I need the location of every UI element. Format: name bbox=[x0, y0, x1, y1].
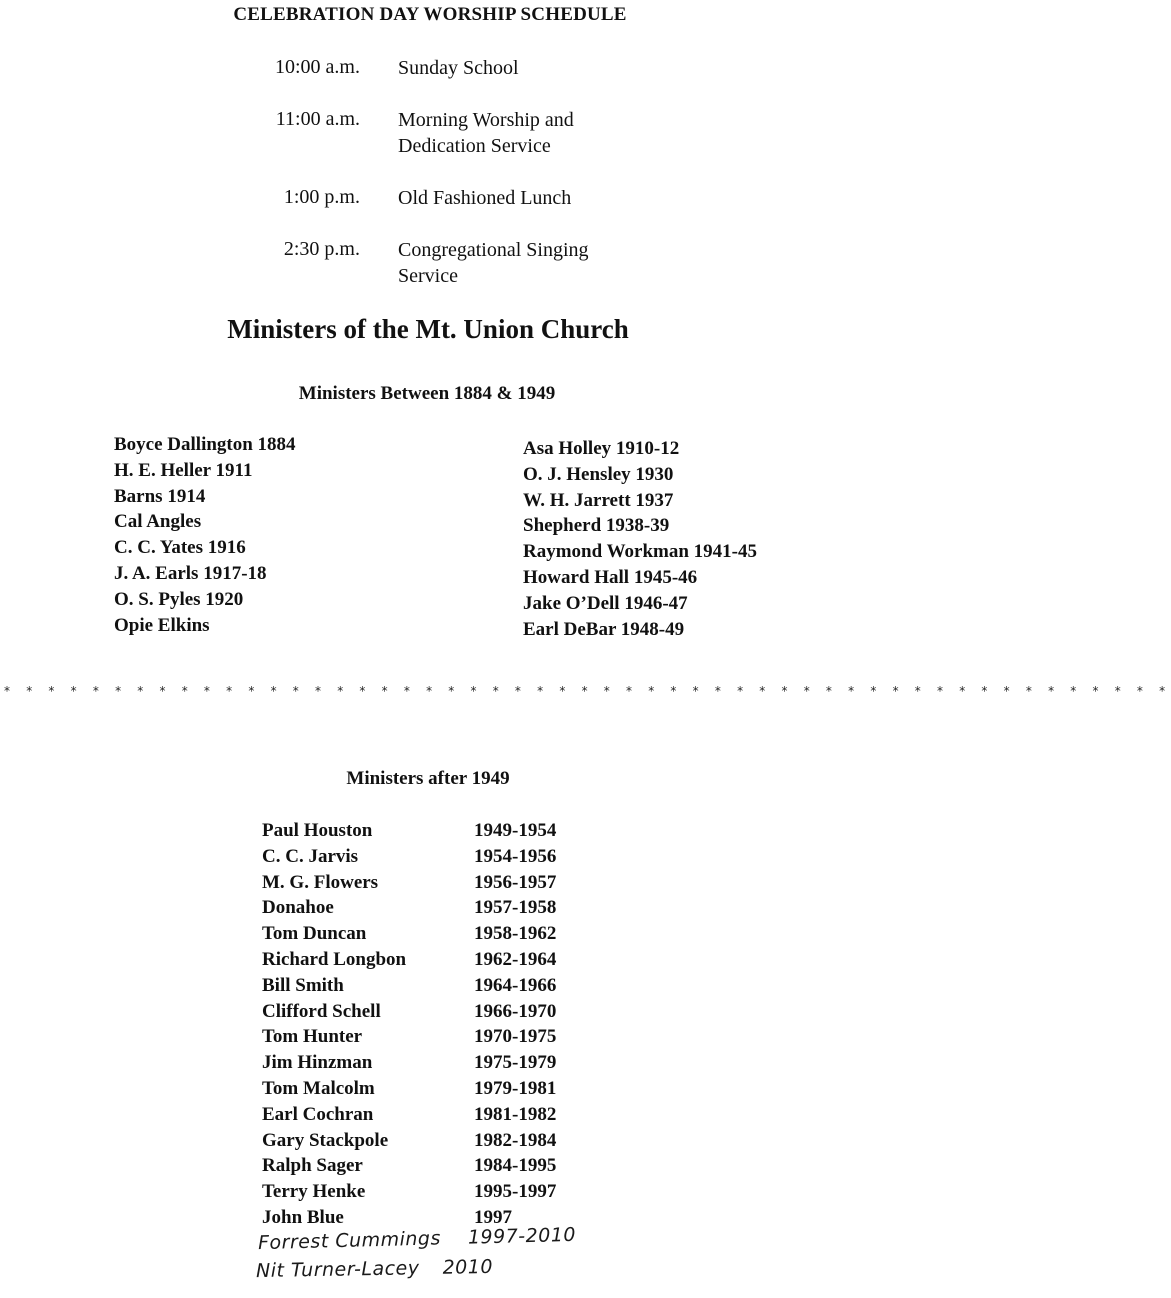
minister-years: 1949-1954 bbox=[474, 820, 557, 841]
minister-name: Tom Hunter bbox=[262, 1026, 363, 1048]
schedule-event: Old Fashioned Lunch bbox=[398, 187, 572, 209]
minister-name: M. G. Flowers bbox=[262, 871, 379, 893]
ministers-after-table bbox=[262, 818, 556, 1231]
handwritten-years: 1997-2010 bbox=[467, 1223, 577, 1249]
table-row bbox=[262, 895, 556, 921]
table-row bbox=[262, 1024, 556, 1050]
minister-name: Gary Stackpole bbox=[262, 1129, 389, 1151]
list-item: O. S. Pyles 1920 bbox=[114, 588, 244, 610]
minister-years: 1982-1984 bbox=[474, 1129, 557, 1151]
minister-name: Terry Henke bbox=[262, 1181, 366, 1203]
list-item: Howard Hall 1945-46 bbox=[523, 566, 698, 588]
schedule-event: Sunday School bbox=[398, 57, 519, 79]
list-item: Shepherd 1938-39 bbox=[523, 515, 670, 537]
list-item: O. J. Hensley 1930 bbox=[523, 463, 674, 485]
table-row bbox=[262, 973, 556, 999]
minister-name: Bill Smith bbox=[262, 974, 344, 996]
handwritten-name: Nit Turner-Lacey bbox=[255, 1257, 420, 1283]
list-item: Boyce Dallington 1884 bbox=[114, 434, 296, 455]
table-row bbox=[262, 1102, 556, 1128]
minister-years: 1970-1975 bbox=[474, 1026, 557, 1048]
list-item: Asa Holley 1910-12 bbox=[523, 438, 680, 459]
table-row bbox=[262, 1153, 556, 1179]
schedule-time: 10:00 a.m. bbox=[275, 56, 360, 78]
minister-years: 1997 bbox=[474, 1206, 512, 1228]
table-row bbox=[262, 1179, 556, 1205]
schedule-time: 11:00 a.m. bbox=[275, 108, 360, 130]
table-row bbox=[262, 1076, 556, 1102]
minister-years: 1958-1962 bbox=[474, 923, 557, 945]
table-row bbox=[262, 999, 556, 1025]
minister-years: 1957-1958 bbox=[474, 897, 557, 919]
list-item: Barns 1914 bbox=[114, 485, 206, 507]
minister-name: Donahoe bbox=[262, 897, 334, 919]
minister-years: 1979-1981 bbox=[474, 1077, 557, 1099]
handwritten-name: Forrest Cummings bbox=[257, 1227, 442, 1255]
minister-years: 1981-1982 bbox=[474, 1103, 557, 1125]
minister-years: 1962-1964 bbox=[474, 948, 557, 970]
schedule-title: CELEBRATION DAY WORSHIP SCHEDULE bbox=[233, 4, 627, 25]
minister-name: Tom Duncan bbox=[262, 923, 367, 945]
minister-name: John Blue bbox=[262, 1206, 344, 1228]
section-heading-between: Ministers Between 1884 & 1949 bbox=[298, 383, 556, 404]
list-item: W. H. Jarrett 1937 bbox=[523, 489, 674, 511]
table-row bbox=[262, 870, 556, 896]
minister-name: Richard Longbon bbox=[262, 948, 407, 970]
table-row bbox=[262, 1128, 556, 1154]
asterisk-divider: * * * * * * * * * * * * * * * * * * * * * * * * * * * * * * * * * * * * * * * * * * * * * * * * * * * * * bbox=[4, 684, 1171, 698]
minister-name: Paul Houston bbox=[262, 820, 373, 841]
minister-name: Earl Cochran bbox=[262, 1103, 374, 1125]
ministers-left-list bbox=[114, 432, 296, 638]
list-item: Cal Angles bbox=[114, 511, 202, 533]
handwritten-entry bbox=[256, 1256, 493, 1282]
section-heading-after: Ministers after 1949 bbox=[346, 768, 510, 789]
minister-name: Ralph Sager bbox=[262, 1155, 363, 1177]
list-item: Jake O’Dell 1946-47 bbox=[523, 592, 688, 614]
schedule-event: Congregational Singing bbox=[398, 239, 589, 261]
schedule-event-continued: Dedication Service bbox=[398, 135, 551, 157]
minister-years: 1966-1970 bbox=[474, 1000, 557, 1022]
minister-name: Jim Hinzman bbox=[262, 1052, 373, 1074]
table-row bbox=[262, 1050, 556, 1076]
table-row bbox=[262, 818, 556, 844]
list-item: Raymond Workman 1941-45 bbox=[523, 541, 758, 563]
schedule-event: Morning Worship and bbox=[398, 109, 574, 131]
minister-years: 1975-1979 bbox=[474, 1052, 557, 1074]
ministers-right-list bbox=[523, 436, 757, 642]
minister-years: 1984-1995 bbox=[474, 1155, 557, 1177]
minister-name: C. C. Jarvis bbox=[262, 845, 359, 867]
handwritten-years: 2010 bbox=[442, 1255, 494, 1279]
page-title: Ministers of the Mt. Union Church bbox=[227, 314, 629, 344]
table-row bbox=[262, 844, 556, 870]
minister-years: 1995-1997 bbox=[474, 1181, 557, 1203]
minister-years: 1956-1957 bbox=[474, 871, 557, 893]
schedule-time: 2:30 p.m. bbox=[283, 238, 360, 260]
schedule-time: 1:00 p.m. bbox=[283, 186, 360, 208]
list-item: Opie Elkins bbox=[114, 614, 210, 636]
minister-name: Clifford Schell bbox=[262, 1000, 381, 1022]
minister-years: 1954-1956 bbox=[474, 845, 557, 867]
minister-years: 1964-1966 bbox=[474, 974, 557, 996]
list-item: J. A. Earls 1917-18 bbox=[114, 562, 267, 584]
list-item: H. E. Heller 1911 bbox=[114, 459, 253, 481]
minister-name: Tom Malcolm bbox=[262, 1077, 375, 1099]
schedule-event-continued: Service bbox=[398, 265, 458, 287]
list-item: C. C. Yates 1916 bbox=[114, 537, 246, 559]
list-item: Earl DeBar 1948-49 bbox=[523, 618, 685, 640]
table-row bbox=[262, 921, 556, 947]
table-row bbox=[262, 947, 556, 973]
